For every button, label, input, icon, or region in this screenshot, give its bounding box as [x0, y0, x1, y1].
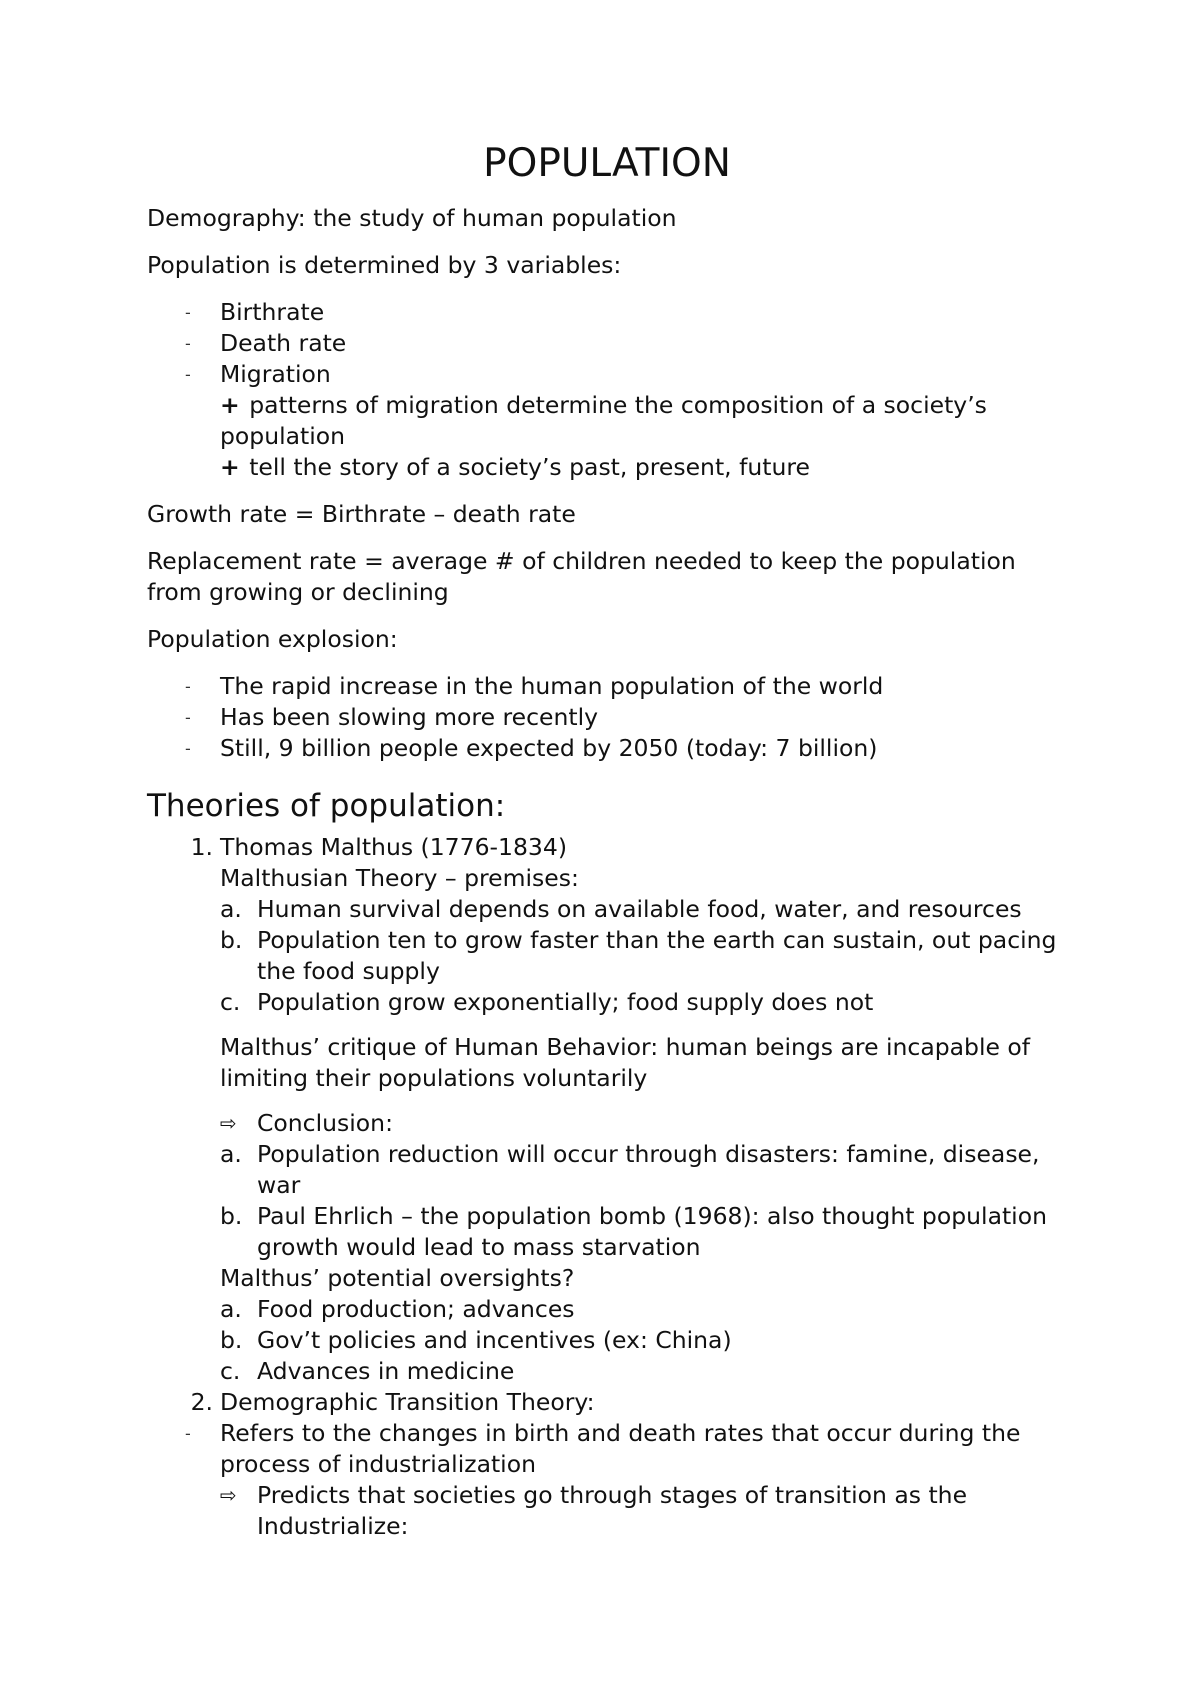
plus-icon: + [220, 453, 240, 481]
plus-icon: + [220, 391, 240, 419]
spacer [220, 1094, 1067, 1108]
theories-list [147, 832, 1067, 1542]
dash-bullet-icon: - [185, 677, 191, 696]
list-item: c. Population grow exponentially; food supply does not [220, 988, 874, 1016]
premises-label: Malthusian Theory – premises: [220, 864, 579, 892]
dash-bullet-icon: - [185, 739, 191, 758]
oversights-label: Malthus’ potential oversights? [220, 1264, 575, 1292]
section-heading-theories: Theories of population: [147, 788, 506, 824]
dash-bullet-icon: - [185, 365, 191, 384]
transition-prediction: ⇨ Predicts that societies go through stages of transition as the Industrialize: [220, 1481, 968, 1540]
oversights-list [220, 1294, 1067, 1387]
premises-list [220, 894, 1067, 1018]
list-item: - Migration + patterns of migration determine the composition of a society’s population + tell the story of a society’s past, present, future [147, 359, 1067, 483]
explosion-heading: Population explosion: [147, 625, 398, 653]
transition-definition: - Refers to the changes in birth and death rates that occur during the process of industrialization [185, 1419, 1021, 1478]
list-number: 1. [190, 833, 213, 861]
page-title: POPULATION [483, 141, 731, 186]
list-item: - Birthrate [185, 298, 325, 326]
outline-arrow-icon: ⇨ [220, 1483, 237, 1507]
list-item: - Has been slowing more recently [185, 703, 599, 731]
list-item: a. Population reduction will occur through disasters: famine, disease, war [220, 1140, 1040, 1199]
list-item: - Still, 9 billion people expected by 2050 (today: 7 billion) [185, 734, 878, 762]
growth-rate-formula: Growth rate = Birthrate – death rate [147, 500, 576, 528]
conclusion-label: ⇨ Conclusion: [220, 1109, 393, 1137]
variables-intro: Population is determined by 3 variables: [147, 251, 622, 279]
theory-name: Demographic Transition Theory: [220, 1388, 595, 1416]
theory-malthus [147, 832, 1067, 1387]
dash-bullet-icon: - [185, 708, 191, 727]
conclusions-list [220, 1139, 1067, 1263]
migration-note: + patterns of migration determine the composition of a society’s population [220, 391, 987, 450]
spacer [220, 1018, 1067, 1032]
migration-note: + tell the story of a society’s past, present, future [220, 453, 810, 481]
list-item: b. Gov’t policies and incentives (ex: China) [220, 1326, 732, 1354]
list-number: 2. [190, 1388, 213, 1416]
list-item: b. Paul Ehrlich – the population bomb (1968): also thought population growth would lead to mass starvation [220, 1202, 1047, 1261]
list-item: b. Population ten to grow faster than the earth can sustain, out pacing the food supply [220, 926, 1057, 985]
list-item: c. Advances in medicine [220, 1357, 515, 1385]
variables-list [147, 297, 1067, 483]
list-item: a. Human survival depends on available food, water, and resources [220, 895, 1022, 923]
list-item: - The rapid increase in the human population of the world [185, 672, 884, 700]
theory-name: Thomas Malthus (1776-1834) [220, 833, 567, 861]
list-item: a. Food production; advances [220, 1295, 575, 1323]
theory-demographic-transition [147, 1387, 1067, 1542]
list-item: - Death rate [185, 329, 347, 357]
explosion-list [147, 671, 1067, 764]
dash-bullet-icon: - [185, 334, 191, 353]
dash-bullet-icon: - [185, 1424, 191, 1443]
malthus-critique: Malthus’ critique of Human Behavior: human beings are incapable of limiting their populations voluntarily [220, 1033, 1031, 1092]
demography-definition: Demography: the study of human population [147, 204, 677, 232]
document-page [147, 140, 1067, 1542]
replacement-rate-definition: Replacement rate = average # of children needed to keep the population from growing or declining [147, 547, 1016, 606]
outline-arrow-icon: ⇨ [220, 1111, 237, 1135]
dash-bullet-icon: - [185, 303, 191, 322]
